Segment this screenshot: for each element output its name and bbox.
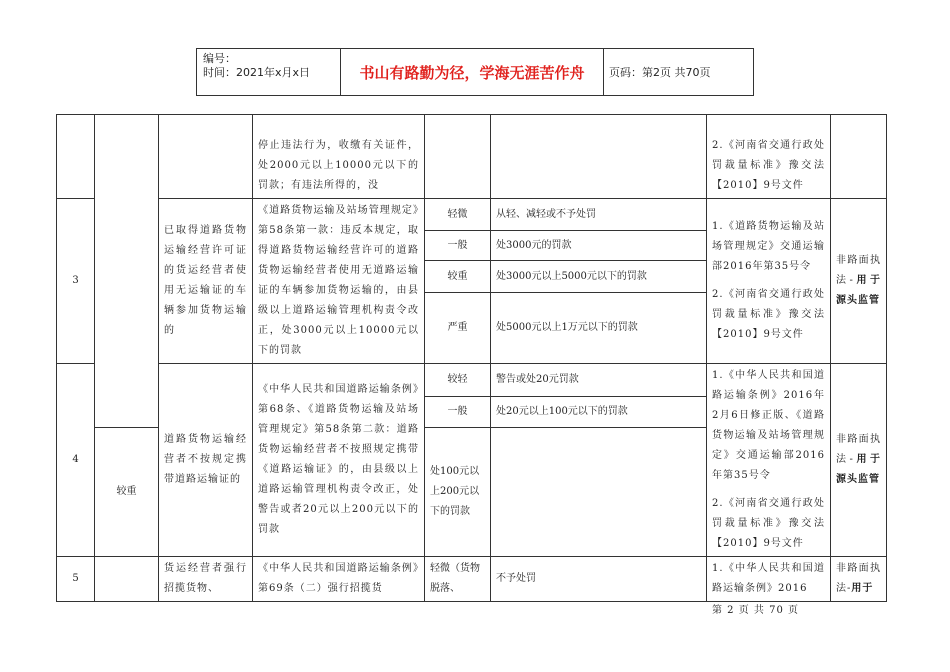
level-cell: 较重 xyxy=(425,261,491,293)
penalty-cell: 处3000元以上5000元以下的罚款 xyxy=(491,261,707,293)
footer-page-number: 第 2 页 共 70 页 xyxy=(712,605,799,616)
remark-text: 非路面执法- xyxy=(836,563,881,594)
penalty-cell: 警告或处20元罚款 xyxy=(491,364,707,397)
penalty-cell xyxy=(491,115,707,199)
level-cell: 一般 xyxy=(425,231,491,261)
penalty-cell: 处100元以上200元以下的罚款 xyxy=(425,427,491,556)
reference-1: 1.《中华人民共和国道路运输条例》2016年2月6日修正版、《道路货物运输及站场管理规定》交通运输部2016年第35号令 xyxy=(712,370,825,481)
table-row xyxy=(57,364,887,397)
level-cell: 轻微（货物脱落、 xyxy=(425,557,491,602)
row-number: 3 xyxy=(57,199,95,364)
item-cell: 道路货物运输经营者不按规定携带道路运输证的 xyxy=(159,364,253,557)
penalty-cell: 不予处罚 xyxy=(491,557,707,602)
content-cell: 停止违法行为，收缴有关证件，处2000元以上10000元以下的罚款；有违法所得的，没 xyxy=(253,115,425,199)
item-cell xyxy=(159,115,253,199)
category-cell-bottom xyxy=(95,557,159,602)
penalty-cell: 从轻、减轻或不予处罚 xyxy=(491,199,707,231)
reference-cell: 1.《中华人民共和国道路运输条例》2016 xyxy=(707,557,831,602)
remark-cell xyxy=(831,557,887,602)
row-number xyxy=(57,115,95,199)
content-cell: 《中华人民共和国道路运输条例》第69条（二）强行招揽货 xyxy=(253,557,425,602)
reference-cell xyxy=(707,199,831,364)
level-cell: 一般 xyxy=(425,396,491,427)
remark-text: 非路面执法- xyxy=(836,255,881,286)
remark-bold: 用于 xyxy=(851,583,874,594)
reference-2: 2.《河南省交通行政处罚裁量标准》豫交法【2010】9号文件 xyxy=(712,498,825,549)
content-cell: 《道路货物运输及站场管理规定》第58条第一款：违反本规定，取得道路货物运输经营许可的道路货物运输经营者使用无道路运输证的车辆参加货物运输的，由县级以上道路运输管理机构责令改正，处3000元以上10000元以下的罚款 xyxy=(253,199,425,364)
remark-cell xyxy=(831,364,887,557)
table-row xyxy=(57,557,887,602)
item-cell: 已取得道路货物运输经营许可证的货运经营者使用无运输证的车辆参加货物运输的 xyxy=(159,199,253,364)
remark-text: 非路面执法- xyxy=(836,434,881,465)
level-cell: 较重 xyxy=(95,427,159,556)
penalty-cell: 处3000元的罚款 xyxy=(491,231,707,261)
table-row xyxy=(57,115,887,199)
time-label: 时间：2021年x月x日 xyxy=(203,66,311,79)
category-cell xyxy=(95,115,159,428)
header-motto: 书山有路勤为径，学海无涯苦作舟 xyxy=(341,49,604,95)
remark-bold: 用于源头监管 xyxy=(836,454,881,485)
penalty-cell: 处5000元以上1万元以下的罚款 xyxy=(491,293,707,364)
level-cell: 严重 xyxy=(425,293,491,364)
content-cell: 《中华人民共和国道路运输条例》第68条、《道路货物运输及站场管理规定》第58条第二款：道路货物运输经营者不按照规定携带《道路运输证》的，由县级以上道路运输管理机构责令改正，处警告或者20元以上200元以下的罚款 xyxy=(253,364,425,557)
row-number: 4 xyxy=(57,364,95,557)
penalty-table xyxy=(56,114,887,602)
row-number: 5 xyxy=(57,557,95,602)
table-row xyxy=(57,199,887,231)
reference-cell: 2.《河南省交通行政处罚裁量标准》豫交法【2010】9号文件 xyxy=(707,115,831,199)
reference-cell xyxy=(707,364,831,557)
number-label: 编号： xyxy=(203,52,236,65)
reference-2: 2.《河南省交通行政处罚裁量标准》豫交法【2010】9号文件 xyxy=(712,289,825,340)
level-cell: 轻微 xyxy=(425,199,491,231)
page-header xyxy=(196,48,754,96)
item-cell: 货运经营者强行招揽货物、 xyxy=(159,557,253,602)
level-cell xyxy=(425,115,491,199)
header-page-code: 页码：第2页 共70页 xyxy=(609,66,711,79)
reference-1: 1.《道路货物运输及站场管理规定》交通运输部2016年第35号令 xyxy=(712,221,825,272)
header-meta xyxy=(197,49,341,95)
level-cell: 较轻 xyxy=(425,364,491,397)
remark-cell xyxy=(831,199,887,364)
remark-bold: 用于源头监管 xyxy=(836,275,881,306)
remark-cell xyxy=(831,115,887,199)
penalty-cell: 处20元以上100元以下的罚款 xyxy=(491,396,707,427)
